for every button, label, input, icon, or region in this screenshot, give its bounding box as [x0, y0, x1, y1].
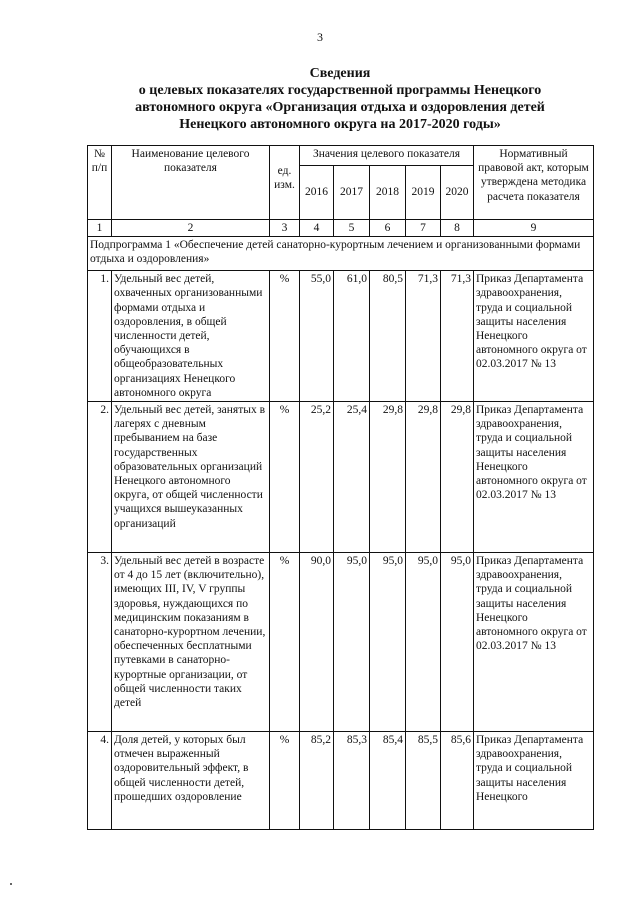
table-row — [88, 271, 594, 402]
title-line-1: Сведения — [309, 66, 371, 81]
row-value-2019: 71,3 — [406, 271, 441, 402]
col-number: 4 — [300, 220, 334, 237]
row-unit: % — [270, 553, 300, 732]
document-title — [60, 65, 620, 133]
header-year-2017: 2017 — [334, 166, 370, 220]
row-value-2018: 85,4 — [370, 732, 406, 830]
row-value-2020: 71,3 — [441, 271, 474, 402]
title-line-4: Ненецкого автономного округа на 2017-2020 годы» — [179, 117, 501, 132]
row-value-2019: 29,8 — [406, 402, 441, 553]
row-value-2017: 95,0 — [334, 553, 370, 732]
row-unit: % — [270, 732, 300, 830]
row-value-2016: 90,0 — [300, 553, 334, 732]
scan-speck — [10, 883, 12, 885]
row-unit: % — [270, 402, 300, 553]
row-value-2019: 85,5 — [406, 732, 441, 830]
row-value-2018: 80,5 — [370, 271, 406, 402]
row-name: Доля детей, у которых был отмечен выраженный оздоровительный эффект, в общей численности детей, прошедших оздоровление — [112, 732, 270, 830]
row-act: Приказ Департамента здравоохранения, труда и социальной защиты населения Ненецкого автономного округа от 02.03.2017 № 13 — [474, 553, 594, 732]
header-name: Наименование целевого показателя — [112, 146, 270, 220]
row-num: 2. — [88, 402, 112, 553]
col-number: 7 — [406, 220, 441, 237]
row-act: Приказ Департамента здравоохранения, труда и социальной защиты населения Ненецкого — [474, 732, 594, 830]
subprogram-title: Подпрограмма 1 «Обеспечение детей санаторно-курортным лечением и организованными формами отдыха и оздоровления» — [88, 237, 594, 271]
row-unit: % — [270, 271, 300, 402]
col-number: 2 — [112, 220, 270, 237]
table-row — [88, 402, 594, 553]
row-act: Приказ Департамента здравоохранения, труда и социальной защиты населения Ненецкого автономного округа от 02.03.2017 № 13 — [474, 271, 594, 402]
col-number: 1 — [88, 220, 112, 237]
title-line-2: о целевых показателях государственной программы Ненецкого — [138, 83, 542, 98]
col-number: 3 — [270, 220, 300, 237]
header-year-2016: 2016 — [300, 166, 334, 220]
header-unit: ед. изм. — [270, 146, 300, 220]
row-value-2016: 85,2 — [300, 732, 334, 830]
row-value-2016: 55,0 — [300, 271, 334, 402]
header-values-group: Значения целевого показателя — [300, 146, 474, 166]
header-row-1 — [88, 146, 594, 166]
col-number: 8 — [441, 220, 474, 237]
row-value-2018: 95,0 — [370, 553, 406, 732]
row-name: Удельный вес детей, охваченных организованными формами отдыха и оздоровления, в общей численности детей, обучающихся в общеобразовательных организациях Ненецкого автономного округа — [112, 271, 270, 402]
header-num: № п/п — [88, 146, 112, 220]
row-value-2017: 85,3 — [334, 732, 370, 830]
row-name: Удельный вес детей, занятых в лагерях с дневным пребыванием на базе государственных образовательных организаций Ненецкого автономного округа, от общей численности учащихся вышеуказанных организаций — [112, 402, 270, 553]
row-value-2017: 25,4 — [334, 402, 370, 553]
header-year-2018: 2018 — [370, 166, 406, 220]
indicators-table — [87, 145, 594, 830]
header-year-2020: 2020 — [441, 166, 474, 220]
col-number: 6 — [370, 220, 406, 237]
header-act: Нормативный правовой акт, которым утверждена методика расчета показателя — [474, 146, 594, 220]
table-row — [88, 732, 594, 830]
col-number: 5 — [334, 220, 370, 237]
row-value-2019: 95,0 — [406, 553, 441, 732]
row-num: 4. — [88, 732, 112, 830]
title-line-3: автономного округа «Организация отдыха и оздоровления детей — [135, 100, 545, 115]
row-act: Приказ Департамента здравоохранения, труда и социальной защиты населения Ненецкого автономного округа от 02.03.2017 № 13 — [474, 402, 594, 553]
subprogram-row — [88, 237, 594, 271]
column-numbers-row — [88, 220, 594, 237]
row-value-2020: 95,0 — [441, 553, 474, 732]
page-number: 3 — [317, 30, 323, 44]
row-value-2018: 29,8 — [370, 402, 406, 553]
row-value-2020: 29,8 — [441, 402, 474, 553]
row-value-2016: 25,2 — [300, 402, 334, 553]
table-row — [88, 553, 594, 732]
row-num: 1. — [88, 271, 112, 402]
col-number: 9 — [474, 220, 594, 237]
row-name: Удельный вес детей в возрасте от 4 до 15 лет (включительно), имеющих III, IV, V группы здоровья, нуждающихся по медицинским показаниям в санаторно-курортном лечении, обеспеченных бесплатными путевками в санаторно-курортные организации, от общей численности таких детей — [112, 553, 270, 732]
row-value-2020: 85,6 — [441, 732, 474, 830]
row-value-2017: 61,0 — [334, 271, 370, 402]
header-year-2019: 2019 — [406, 166, 441, 220]
row-num: 3. — [88, 553, 112, 732]
